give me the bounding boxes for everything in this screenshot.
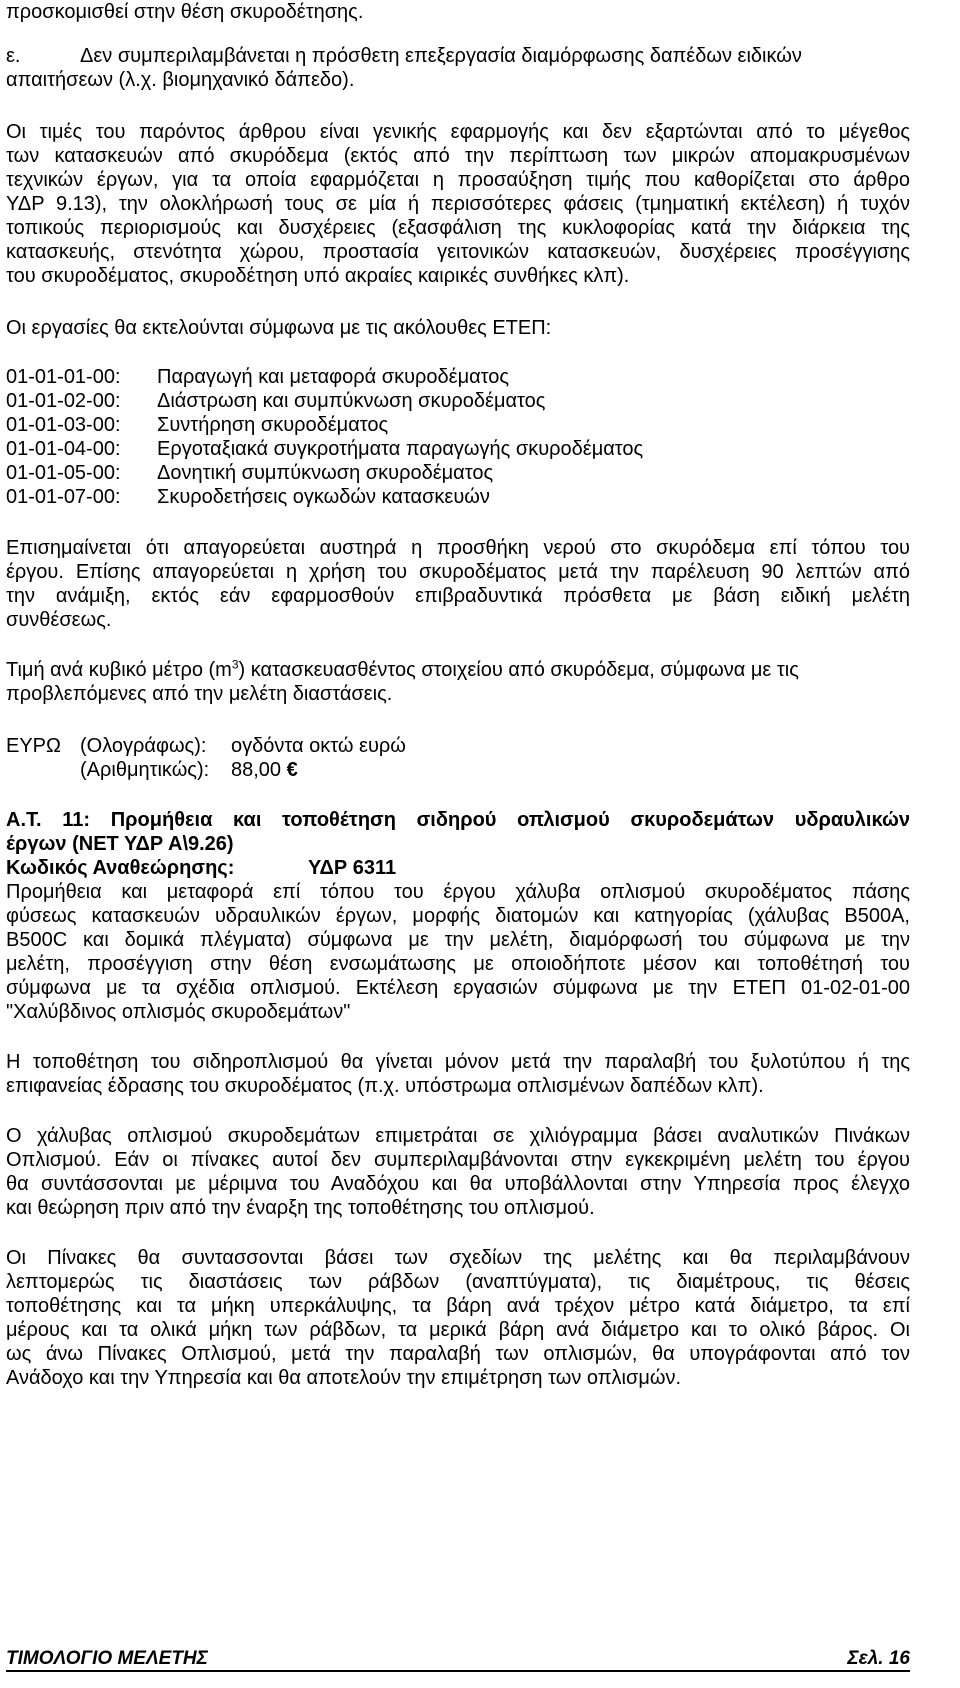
currency-label: ΕΥΡΩ	[6, 735, 61, 757]
text-line: τοπικούς περιορισμούς και δυσχέρειες (εξασφάλιση της κυκλοφορίας κατά την διάρκεια της	[6, 217, 910, 239]
number-label: (Αριθμητικώς):	[80, 759, 210, 781]
text-line: ως άνω Πίνακες Οπλισμού, μετά την παραλαβή των οπλισμών, θα υπογράφονται από τον	[6, 1343, 910, 1365]
text-line: τεχνικών έργων, για τα οποία εφαρμόζεται η προσαύξηση τιμής που καθορίζεται στο άρθρο	[6, 169, 910, 191]
etep-code: 01-01-04-00:	[6, 438, 121, 460]
revision-value: ΥΔΡ 6311	[308, 857, 397, 879]
text-line: Δεν συμπεριλαμβάνεται η πρόσθετη επεξεργασία διαμόρφωσης δαπέδων ειδικών	[80, 45, 802, 67]
text-line: Προμήθεια και μεταφορά επί τόπου του έργου χάλυβα οπλισμού σκυροδέματος πάσης	[6, 881, 910, 903]
text-line: Επισημαίνεται ότι απαγορεύεται αυστηρά η προσθήκη νερού στο σκυρόδεμα επί τόπου του	[6, 537, 910, 559]
text-line: απαιτήσεων (λ.χ. βιομηχανικό δάπεδο).	[6, 69, 355, 91]
etep-description: Συντήρηση σκυροδέματος	[157, 414, 389, 436]
text-line: λεπτομερώς τις διαστάσεις των ράβδων (αναπτύγματα), τις διαμέτρους, τις θέσεις	[6, 1271, 910, 1293]
text-line: θα συντάσσονται με μέριμνα του Αναδόχου και θα υποβάλλονται στην Υπηρεσία προς έλεγχο	[6, 1173, 910, 1195]
etep-description: Δονητική συμπύκνωση σκυροδέματος	[157, 462, 494, 484]
price-number: 88,00	[231, 759, 282, 781]
text-line: την ανάμιξη, εκτός εάν εφαρμοσθούν επιβραδυντικά πρόσθετα με βάση ειδική μελέτη	[6, 585, 910, 607]
text-line: των κατασκευών από σκυρόδεμα (εκτός από την περίπτωση των μικρών απομακρυσμένων	[6, 145, 910, 167]
text-line: Ανάδοχο και την Υπηρεσία και θα αποτελούν την επιμέτρηση των οπλισμών.	[6, 1367, 682, 1389]
text-line: Οι Πίνακες θα συντασσονται βάσει των σχεδίων της μελέτης και θα περιλαμβάνουν	[6, 1247, 910, 1269]
text-line: προσκομισθεί στην θέση σκυροδέτησης.	[6, 1, 364, 23]
text-line: μέρους και τα ολικά μήκη των ράβδων, τα μερικά βάρη ανά διάμετρο και το ολικό βάρος. Οι	[6, 1319, 910, 1341]
text-line: σύμφωνα με τα σχέδια οπλισμού. Εκτέλεση εργασιών σύμφωνα με την ΕΤΕΠ 01-02-01-00	[6, 977, 910, 999]
text-line: του σκυροδέματος, σκυροδέτηση υπό ακραίες καιρικές συνθήκες κλπ).	[6, 265, 630, 287]
etep-description: Εργοταξιακά συγκροτήματα παραγωγής σκυροδέματος	[157, 438, 644, 460]
text-line: Οι τιμές του παρόντος άρθρου είναι γενικής εφαρμογής και δεν εξαρτώνται από το μέγεθος	[6, 121, 910, 143]
text-line: μελέτη, προσέγγιση στην θέση ενσωμάτωσης με οποιοδήποτε μέσον και τοποθέτησή του	[6, 953, 910, 975]
etep-code: 01-01-02-00:	[6, 390, 121, 412]
etep-description: Παραγωγή και μεταφορά σκυροδέματος	[157, 366, 510, 388]
euro-icon: €	[286, 759, 298, 781]
text-line: επιφανείας έδρασης του σκυροδέματος (π.χ. υπόστρωμα οπλισμένων δαπέδων κλπ).	[6, 1075, 764, 1097]
price-line	[6, 658, 910, 682]
etep-description: Διάστρωση και συμπύκνωση σκυροδέματος	[157, 390, 546, 412]
text-line: έργου. Επίσης απαγορεύεται η χρήση του σκυροδέματος μετά την παρέλευση 90 λεπτών από	[6, 561, 910, 583]
text-line: φύσεως κατασκευών υδραυλικών έργων, μορφής διατομών και κατηγορίας (χάλυβας Β500Α,	[6, 905, 910, 927]
words-value: ογδόντα οκτώ ευρώ	[231, 735, 406, 757]
footer-title: ΤΙΜΟΛΟΓΙΟ ΜΕΛΕΤΗΣ	[6, 1648, 208, 1669]
text-line: Οι εργασίες θα εκτελούνται σύμφωνα με τις ακόλουθες ΕΤΕΠ:	[6, 317, 552, 339]
etep-description: Σκυροδετήσεις ογκωδών κατασκευών	[157, 486, 490, 508]
page-footer	[6, 1648, 910, 1670]
superscript: 3	[231, 657, 239, 672]
list-marker: ε.	[6, 45, 21, 67]
text-line: συνθέσεως.	[6, 609, 112, 631]
text-line: τοποθέτησης και τα μήκη υπερκάλυψης, τα βάρη ανά τρέχον μέτρο κατά διάμετρο, τα επί	[6, 1295, 910, 1317]
page-number: Σελ. 16	[847, 1648, 910, 1669]
text-line: ΥΔΡ 9.13), την ολοκλήρωσή τους σε μία ή περισσότερες φάσεις (τμηματική εκτέλεση) ή τυχόν	[6, 193, 910, 215]
text-line: προβλεπόμενες από την μελέτη διαστάσεις.	[6, 683, 393, 705]
etep-code: 01-01-01-00:	[6, 366, 121, 388]
text-fragment: Τιμή ανά κυβικό μέτρο (m	[6, 659, 232, 681]
footer-rule	[6, 1670, 910, 1672]
text-line: και θεώρηση πριν από την έναρξη της τοποθέτησης του οπλισμού.	[6, 1197, 595, 1219]
etep-code: 01-01-05-00:	[6, 462, 121, 484]
text-fragment: ) κατασκευασθέντος στοιχείου από σκυρόδεμα, σύμφωνα με τις	[238, 659, 799, 681]
text-line: Β500C και δομικά πλέγματα) σύμφωνα με την μελέτη, διαμόρφωσή του σύμφωνα με την	[6, 929, 910, 951]
number-value	[231, 758, 298, 782]
text-line: "Χαλύβδινος οπλισμός σκυροδεμάτων"	[6, 1001, 351, 1023]
text-line: Ο χάλυβας οπλισμού σκυροδεμάτων επιμετράται σε χιλιόγραμμα βάσει αναλυτικών Πινάκων	[6, 1125, 910, 1147]
article-title: Α.Τ. 11: Προμήθεια και τοποθέτηση σιδηρού οπλισμού σκυροδεμάτων υδραυλικών	[6, 809, 910, 831]
text-line: Οπλισμού. Εάν οι πίνακες αυτοί δεν συμπεριλαμβάνονται στην εγκεκριμένη μελέτη του έργου	[6, 1149, 910, 1171]
etep-code: 01-01-07-00:	[6, 486, 121, 508]
words-label: (Ολογράφως):	[80, 735, 207, 757]
revision-label: Κωδικός Αναθεώρησης:	[6, 857, 235, 879]
text-line: Η τοποθέτηση του σιδηροπλισμού θα γίνεται μόνον μετά την παραλαβή του ξυλοτύπου ή της	[6, 1051, 910, 1073]
text-line: κατασκευής, στενότητα χώρου, προστασία γειτονικών κατασκευών, δυσχέρειες προσέγγισης	[6, 241, 910, 263]
etep-code: 01-01-03-00:	[6, 414, 121, 436]
article-title: έργων (ΝΕΤ ΥΔΡ Α\9.26)	[6, 833, 234, 855]
